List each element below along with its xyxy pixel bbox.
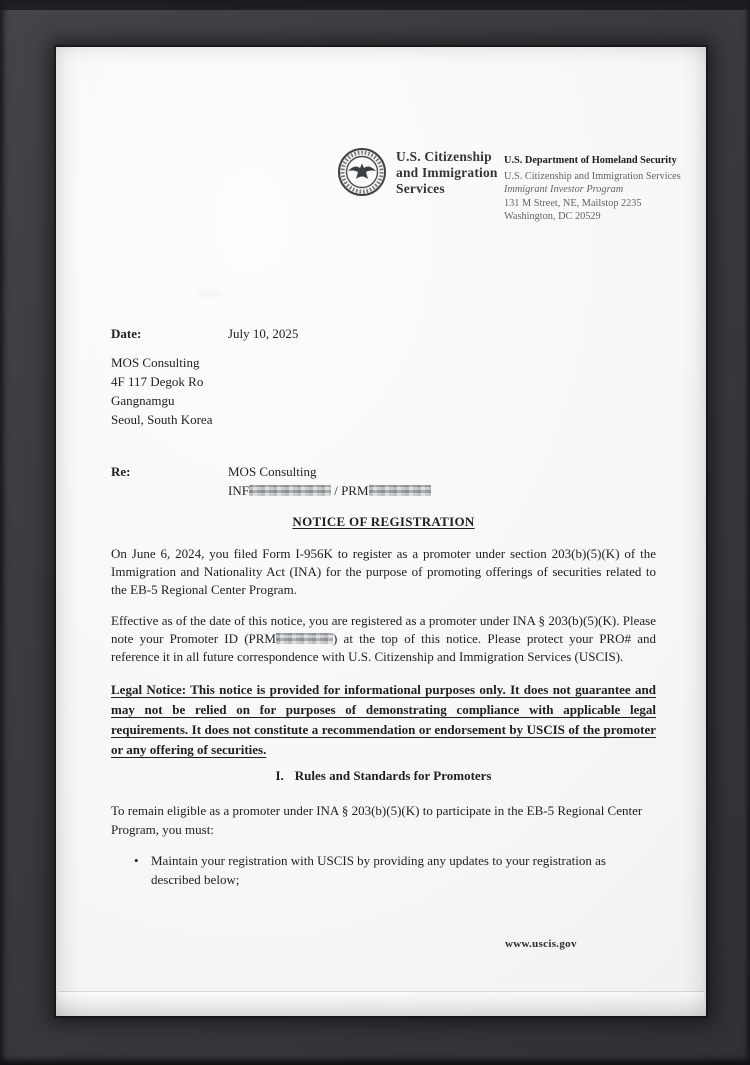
re-row-2 — [111, 481, 656, 500]
recipient-line: Seoul, South Korea — [111, 412, 213, 427]
re-row-1 — [111, 462, 656, 481]
department-program-line: Immigrant Investor Program — [504, 184, 624, 195]
case-prefix-inf: INF — [228, 483, 249, 498]
department-title: U.S. Department of Homeland Security — [504, 155, 677, 166]
paragraph-registration-before: Effective as of the date of this notice, you are registered as a promoter under INA § 203(b)(5)(K). Please note your Promoter ID (PRM — [111, 613, 656, 646]
recipient-line: MOS Consulting — [111, 355, 200, 370]
department-street-line: 131 M Street, NE, Mailstop 2235 — [504, 197, 642, 209]
redacted-promoter-id — [276, 633, 333, 644]
scan-smudge — [196, 290, 222, 298]
redacted-prm-number — [369, 485, 431, 496]
wordmark-line: U.S. Citizenship — [396, 149, 492, 164]
dhs-seal-icon — [337, 147, 387, 197]
bullet-icon: • — [134, 853, 139, 868]
bullet-text: Maintain your registration with USCIS by providing any updates to your registration as described below; — [151, 853, 606, 887]
bullet-item — [111, 851, 656, 889]
re-label: Re: — [111, 464, 131, 479]
date-label: Date: — [111, 326, 142, 341]
letter-page — [56, 47, 706, 1016]
case-prefix-prm: PRM — [341, 483, 369, 498]
section-title: Rules and Standards for Promoters — [294, 768, 492, 783]
re-block — [111, 462, 656, 500]
wordmark-line: and Immigration — [396, 165, 498, 180]
section-number: I. — [275, 768, 284, 783]
recipient-line: Gangnamgu — [111, 393, 175, 408]
recipient-address-block — [111, 353, 656, 429]
re-subject: MOS Consulting — [228, 464, 317, 479]
paragraph-registration — [111, 612, 656, 666]
department-city-line: Washington, DC 20529 — [504, 211, 601, 222]
uscis-website-text: www.uscis.gov — [505, 938, 577, 950]
paragraph-eligibility: To remain eligible as a promoter under INA § 203(b)(5)(K) to participate in the EB-5 Regional Center Program, you must: — [111, 803, 643, 837]
department-address-block — [504, 154, 689, 224]
redacted-inf-number — [249, 485, 331, 496]
letter-body — [111, 325, 656, 889]
case-separator: / — [330, 483, 342, 498]
case-number-line — [228, 481, 431, 500]
notice-title: NOTICE OF REGISTRATION — [292, 514, 475, 529]
department-line: U.S. Citizenship and Immigration Services — [504, 170, 681, 182]
uscis-wordmark — [396, 149, 498, 197]
wordmark-line: Services — [396, 181, 445, 196]
legal-notice: Legal Notice: This notice is provided for informational purposes only. It does not guarantee and may not be relied on for purposes of demonstrating compliance with applicable legal requirements. It does not constitute a recommendation or endorsement by USCIS of the promoter or any offering of securities. — [111, 682, 656, 757]
date-row — [111, 325, 656, 343]
date-value: July 10, 2025 — [228, 326, 299, 341]
paragraph-filing: On June 6, 2024, you filed Form I-956K to register as a promoter under section 203(b)(5)(K) of the Immigration and Nationality Act (INA) for the purpose of promoting offerings of securities related to the EB-5 Regional Center Program. — [111, 546, 656, 597]
paragraph-registration-after: ) at the top of this notice. Please protect your PRO# and reference it in all future correspondence with U.S. Citizenship and Immigration Services (USCIS). — [111, 631, 656, 664]
section-heading — [111, 767, 656, 785]
recipient-line: 4F 117 Degok Ro — [111, 374, 204, 389]
